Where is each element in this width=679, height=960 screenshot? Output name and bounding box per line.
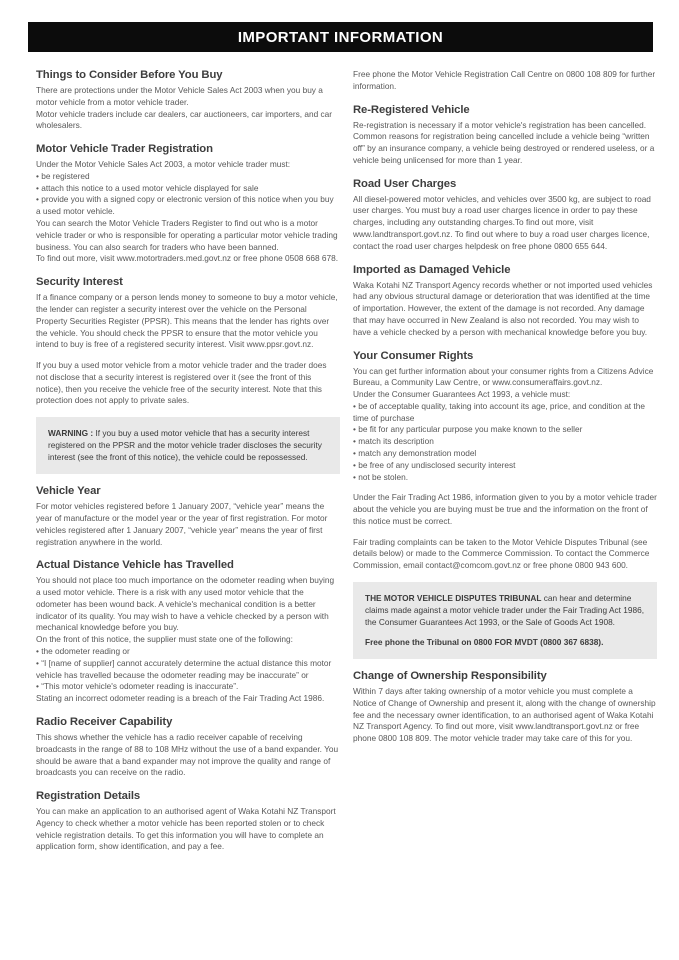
section-heading: Imported as Damaged Vehicle bbox=[353, 263, 511, 276]
section bbox=[36, 276, 340, 474]
section-heading: Road User Charges bbox=[353, 177, 457, 190]
bullet-item: • attach this notice to a used motor vehicle displayed for sale bbox=[36, 182, 259, 193]
paragraph: If a finance company or a person lends money to someone to buy a motor vehicle, the lender can register a security interest over the vehicle on the Personal Property Securities Register (PPSR). This means that the lender has rights over the vehicle. You should check the PPSR to ensure that the motor vehicle you intend to buy is free of a registered security interest. Visit www.ppsr.govt.nz. bbox=[36, 292, 338, 350]
box-paragraph: THE MOTOR VEHICLE DISPUTES TRIBUNAL can hear and determine claims made against a motor vehicle trader under the Fair Trading Act 1986, the Consumer Guarantees Act 1993, or the Sale of Goods Act 1908. bbox=[365, 593, 645, 628]
bullet-item: • be free of any undisclosed security interest bbox=[353, 459, 516, 470]
paragraph: If you buy a used motor vehicle from a motor vehicle trader and the trader does not disclose that a security interest is registered over it (see the front of this notice), then you receive the vehicle free of the security interest. Note that this protection does not apply to private sales. bbox=[36, 360, 327, 406]
section-heading: Change of Ownership Responsibility bbox=[353, 670, 547, 683]
paragraph: On the front of this notice, the supplier must state one of the following: bbox=[36, 634, 293, 645]
section bbox=[36, 559, 340, 705]
section-heading: Actual Distance Vehicle has Travelled bbox=[36, 559, 234, 572]
section bbox=[36, 716, 340, 779]
box-bold-text: THE MOTOR VEHICLE DISPUTES TRIBUNAL bbox=[365, 593, 542, 603]
section bbox=[353, 264, 657, 339]
box-paragraph: WARNING : If you buy a used motor vehicle that has a security interest registered on the PPSR and the motor vehicle trader discloses the security interest (see the front of this notice), the vehicle could be repossessed. bbox=[48, 428, 322, 463]
section bbox=[353, 350, 657, 660]
section-heading: Radio Receiver Capability bbox=[36, 715, 173, 728]
two-column-body bbox=[0, 52, 679, 855]
paragraph: For motor vehicles registered before 1 January 2007, “vehicle year” means the year of manufacture or the model year or the year of first registration. For motor vehicles registered after 1 January 2007, “vehicle year” means the year of first registration anywhere in the world. bbox=[36, 501, 328, 547]
section bbox=[353, 178, 657, 253]
section bbox=[36, 790, 340, 853]
page-title: IMPORTANT INFORMATION bbox=[237, 28, 444, 46]
box-bold-text: WARNING : bbox=[48, 428, 94, 439]
paragraph: All diesel-powered motor vehicles, and vehicles over 3500 kg, are subject to road user charges. You must buy a road user charges licence in order to pay these charges, including any outstanding charges.To find out more, visit www.landtransport.govt.nz. To find out where to buy a road user charges licence, contact the road user charges helpdesk on free phone 0800 655 644. bbox=[353, 193, 651, 251]
bullet-item: • be fit for any particular purpose you make known to the seller bbox=[353, 424, 583, 435]
section-heading: Registration Details bbox=[36, 790, 141, 803]
paragraph: There are protections under the Motor Vehicle Sales Act 2003 when you buy a motor vehicle from a motor vehicle trader. bbox=[36, 85, 323, 107]
section bbox=[353, 104, 657, 167]
paragraph: You can search the Motor Vehicle Traders Register to find out who is a motor vehicle trader or who is responsible for operating a particular motor vehicle trading business. You can also search for traders who have been banned. bbox=[36, 218, 338, 252]
paragraph: Fair trading complaints can be taken to the Motor Vehicle Disputes Tribunal (see details below) or made to the Commerce Commission. To contact the Commerce Commission, email contact@comcom.govt.nz or free phone 0800 943 600. bbox=[353, 536, 650, 571]
section-heading: Motor Vehicle Trader Registration bbox=[36, 143, 213, 156]
section-heading: Security Interest bbox=[36, 276, 123, 289]
paragraph: Within 7 days after taking ownership of a motor vehicle you must complete a Notice of Change of Ownership and present it, along with the change of ownership fee and the necessary owner identification, to an authorised agent of Waka Kotahi NZ Transport Agency. To find out more, visit www.landtransport.govt.nz or free phone 0800 108 809. The motor vehicle trader may take care of this for you. bbox=[353, 686, 656, 744]
section bbox=[36, 485, 340, 548]
bullet-item: • be registered bbox=[36, 170, 90, 181]
paragraph: Under the Fair Trading Act 1986, information given to you by a motor vehicle trader about the vehicle you are buying must be true and the information on the front of this notice must be correct. bbox=[353, 492, 657, 526]
paragraph: You can get further information about your consumer rights from a Citizens Advice Bureau, a Community Law Centre, or www.consumeraffairs.govt.nz. bbox=[353, 365, 654, 388]
box-paragraph bbox=[365, 636, 645, 648]
section bbox=[36, 69, 340, 132]
section bbox=[353, 69, 657, 93]
warning-box bbox=[36, 417, 340, 474]
box-bold-text: Free phone the Tribunal on 0800 FOR MVDT (0800 367 6838). bbox=[365, 637, 604, 648]
bullet-item: • match its description bbox=[353, 436, 434, 447]
paragraph: You can make an application to an authorised agent of Waka Kotahi NZ Transport Agency to check whether a motor vehicle has been reported stolen or to check vehicle registration details. To get this information you will have to complete an application form, show identification, and pay a fee. bbox=[36, 806, 336, 852]
paragraph: Under the Motor Vehicle Sales Act 2003, a motor vehicle trader must: bbox=[36, 159, 291, 170]
section-heading: Your Consumer Rights bbox=[353, 349, 474, 362]
paragraph: Under the Consumer Guarantees Act 1993, a vehicle must: bbox=[353, 389, 571, 400]
section-heading: Re-Registered Vehicle bbox=[353, 103, 470, 116]
bullet-item: • “I [name of supplier] cannot accurately determine the actual distance this motor vehicle has travelled because the odometer reading may be inaccurate” or bbox=[36, 657, 332, 680]
bullet-item: • match any demonstration model bbox=[353, 447, 477, 458]
paragraph: Re-registration is necessary if a motor vehicle's registration has been cancelled. Common reasons for registration being cancelled include a vehicle being “written off” by an insurance company, a vehicle being destroyed or rendered useless, or a vehicle being unlicensed for more than 1 year. bbox=[353, 119, 655, 165]
section-heading: Things to Consider Before You Buy bbox=[36, 69, 223, 81]
paragraph: Free phone the Motor Vehicle Registration Call Centre on 0800 108 809 for further information. bbox=[353, 69, 656, 91]
column-left bbox=[36, 69, 340, 855]
bullet-item: • be of acceptable quality, taking into account its age, price, and condition at the time of purchase bbox=[353, 400, 645, 423]
paragraph: Motor vehicle traders include car dealers, car auctioneers, car importers, and car wholesalers. bbox=[36, 108, 333, 131]
tribunal-box bbox=[353, 582, 657, 659]
section-heading: Vehicle Year bbox=[36, 485, 101, 498]
section bbox=[36, 143, 340, 265]
bullet-item: • “This motor vehicle's odometer reading is inaccurate”. bbox=[36, 681, 239, 692]
bullet-item: • provide you with a signed copy or electronic version of this notice when you buy a used motor vehicle. bbox=[36, 194, 334, 217]
paragraph: You should not place too much importance on the odometer reading when buying a used motor vehicle. There is a risk with any used motor vehicle that the odometer has been wound back. A vehicle's mechanical condition is a better indicator of its quality. You may wish to have a vehicle checked by a person with mechanical knowledge before you buy. bbox=[36, 575, 335, 633]
paragraph: Stating an incorrect odometer reading is a breach of the Fair Trading Act 1986. bbox=[36, 693, 325, 704]
paragraph: To find out more, visit www.motortraders.med.govt.nz or free phone 0508 668 678. bbox=[36, 253, 339, 264]
section bbox=[353, 670, 657, 745]
bullet-item: • not be stolen. bbox=[353, 471, 409, 482]
paragraph: This shows whether the vehicle has a radio receiver capable of receiving broadcasts in the range of 88 to 108 MHz without the use of a band expander. You should be aware that a band expander may not improve the quality and range of broadcasts you can receive on the radio. bbox=[36, 731, 339, 778]
document-title-bar bbox=[28, 22, 653, 52]
bullet-item: • the odometer reading or bbox=[36, 646, 130, 657]
paragraph: Waka Kotahi NZ Transport Agency records whether or not imported used vehicles had any obvious structural damage or deterioration that was identified at the time of importation. However, the extent of the damage is not recorded. Any damage that may have occurred in New Zealand is also not recorded. You may wish to have a vehicle checked by a person with mechanical knowledge before you buy. bbox=[353, 279, 653, 337]
column-right bbox=[353, 69, 657, 855]
